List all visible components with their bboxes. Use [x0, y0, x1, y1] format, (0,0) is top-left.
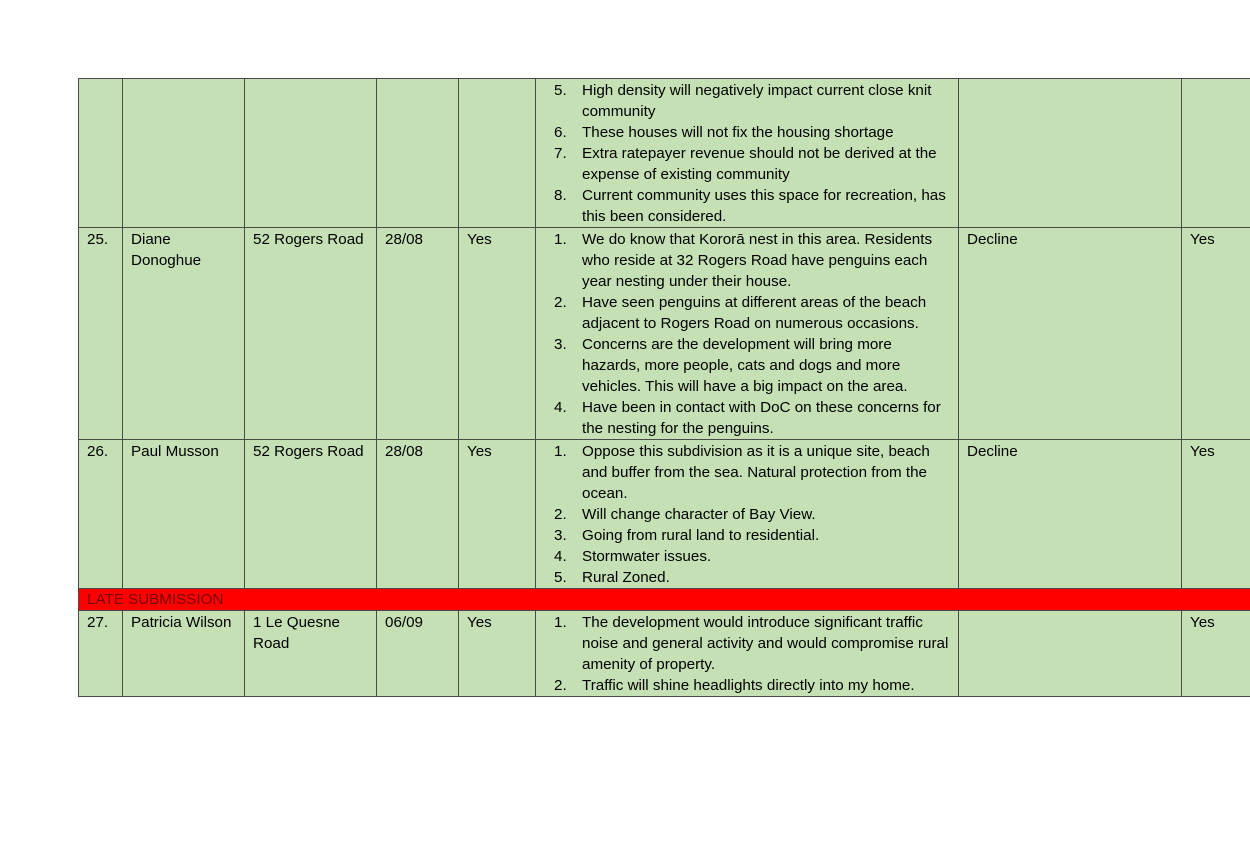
submission-number: 27.	[79, 611, 123, 697]
list-item: 1. The development would introduce significant traffic noise and general activity and would compromise rural amenity of property.	[554, 614, 949, 673]
table-row	[79, 79, 1250, 228]
submission-date	[377, 79, 459, 228]
list-item: 1. Oppose this subdivision as it is a unique site, beach and buffer from the sea. Natural protection from the ocean.	[554, 443, 930, 502]
table-row	[79, 611, 1250, 697]
list-item: 4. Stormwater issues.	[554, 548, 712, 565]
late-submission-banner	[79, 589, 1250, 611]
list-item: 1. We do know that Kororā nest in this area. Residents who reside at 32 Rogers Road have penguins each year nesting under their house.	[554, 231, 933, 290]
submitter-name	[123, 79, 245, 228]
list-item: 3. Going from rural land to residential.	[554, 527, 820, 544]
concerns-cell	[536, 79, 959, 228]
list-item: 5. High density will negatively impact current close knit community	[554, 82, 932, 120]
concerns-list	[544, 612, 950, 696]
notified: Yes	[1182, 440, 1250, 589]
submitter-address: 52 Rogers Road	[245, 228, 377, 440]
decision	[959, 79, 1182, 228]
submitter-name: Patricia Wilson	[123, 611, 245, 697]
list-item: 6. These houses will not fix the housing shortage	[554, 124, 894, 141]
concerns-cell	[536, 228, 959, 440]
submissions-table	[78, 78, 1250, 697]
notified: Yes	[1182, 611, 1250, 697]
submission-number: 26.	[79, 440, 123, 589]
notified	[1182, 79, 1250, 228]
decision: Decline	[959, 228, 1182, 440]
submission-number: 25.	[79, 228, 123, 440]
concerns-list	[544, 80, 950, 227]
concerns-list	[544, 229, 950, 439]
submission-number	[79, 79, 123, 228]
concerns-list	[544, 441, 950, 588]
submission-date: 28/08	[377, 440, 459, 589]
list-item: 5. Rural Zoned.	[554, 569, 670, 586]
submitter-address: 1 Le Quesne Road	[245, 611, 377, 697]
submitter-address: 52 Rogers Road	[245, 440, 377, 589]
late-submission-label: LATE SUBMISSION	[79, 589, 1250, 611]
list-item: 2. Have seen penguins at different areas of the beach adjacent to Rogers Road on numerous occasions.	[554, 294, 927, 332]
list-item: 2. Traffic will shine headlights directly into my home.	[554, 677, 915, 694]
decision	[959, 611, 1182, 697]
list-item: 2. Will change character of Bay View.	[554, 506, 816, 523]
submitter-address	[245, 79, 377, 228]
submission-date: 06/09	[377, 611, 459, 697]
table-row	[79, 228, 1250, 440]
wish-to-be-heard: Yes	[459, 440, 536, 589]
list-item: 8. Current community uses this space for recreation, has this been considered.	[554, 187, 946, 225]
wish-to-be-heard: Yes	[459, 611, 536, 697]
submission-date: 28/08	[377, 228, 459, 440]
notified: Yes	[1182, 228, 1250, 440]
list-item: 7. Extra ratepayer revenue should not be derived at the expense of existing community	[554, 145, 937, 183]
concerns-cell	[536, 611, 959, 697]
submitter-name: Paul Musson	[123, 440, 245, 589]
wish-to-be-heard: Yes	[459, 228, 536, 440]
decision: Decline	[959, 440, 1182, 589]
wish-to-be-heard	[459, 79, 536, 228]
list-item: 3. Concerns are the development will bring more hazards, more people, cats and dogs and more vehicles. This will have a big impact on the area.	[554, 336, 908, 395]
table-row	[79, 440, 1250, 589]
submitter-name: Diane Donoghue	[123, 228, 245, 440]
list-item: 4. Have been in contact with DoC on these concerns for the nesting for the penguins.	[554, 399, 941, 437]
concerns-cell	[536, 440, 959, 589]
